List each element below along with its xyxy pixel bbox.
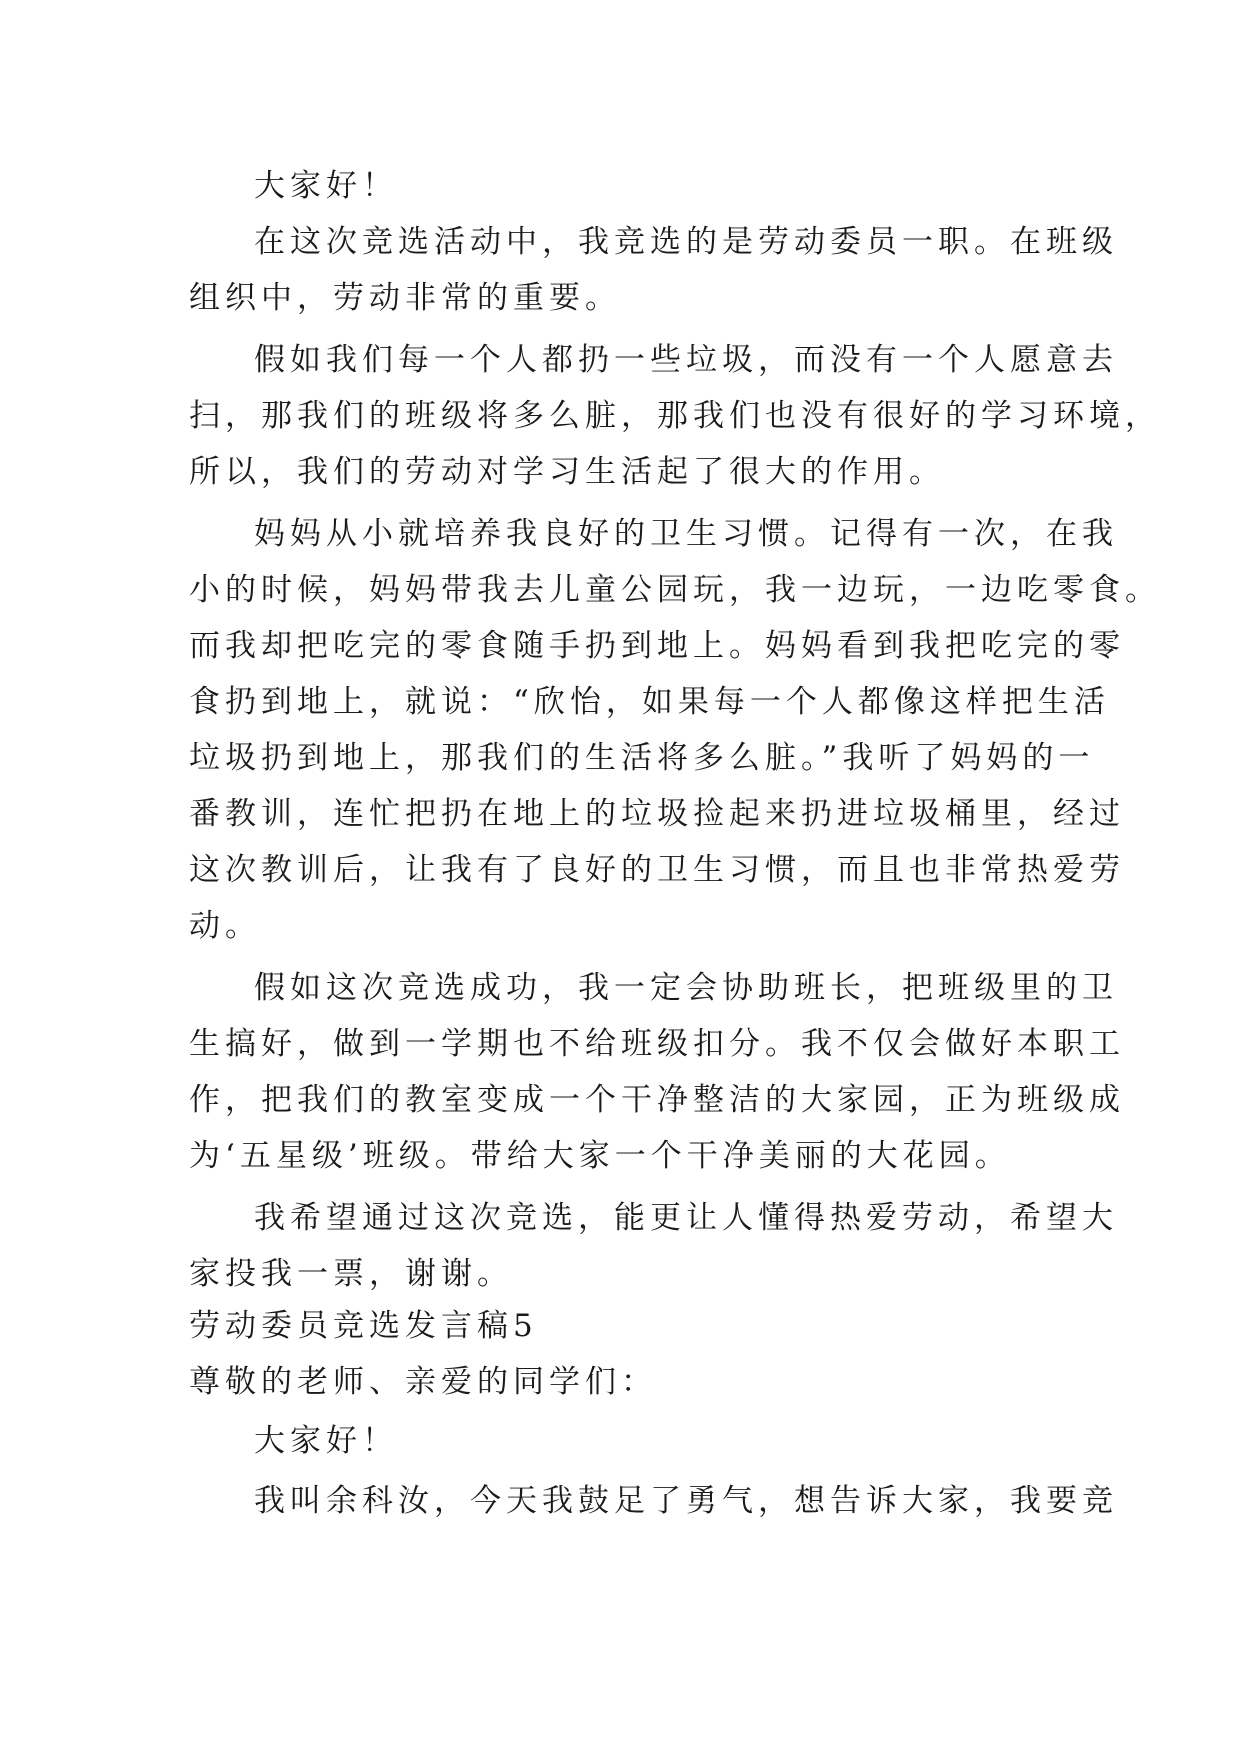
paragraph-line: 动。 bbox=[189, 908, 261, 944]
paragraph-line: 这次教训后，让我有了良好的卫生习惯，而且也非常热爱劳 bbox=[189, 852, 1125, 888]
paragraph-line: 而我却把吃完的零食随手扔到地上。妈妈看到我把吃完的零 bbox=[189, 628, 1125, 664]
paragraph-line: 为‘五星级’班级。带给大家一个干净美丽的大花园。 bbox=[189, 1138, 1011, 1174]
paragraph-line: 组织中，劳动非常的重要。 bbox=[189, 280, 621, 316]
paragraph-line: 所以，我们的劳动对学习生活起了很大的作用。 bbox=[189, 454, 945, 490]
paragraph-line: 食扔到地上，就说：“欣怡，如果每一个人都像这样把生活 bbox=[189, 684, 1110, 720]
paragraph-line: 小的时候，妈妈带我去儿童公园玩，我一边玩，一边吃零食。 bbox=[189, 572, 1161, 608]
section-heading: 劳动委员竞选发言稿5 bbox=[189, 1308, 538, 1344]
paragraph-line: 番教训，连忙把扔在地上的垃圾捡起来扔进垃圾桶里，经过 bbox=[189, 796, 1125, 832]
paragraph-line: 我叫余科汝，今天我鼓足了勇气，想告诉大家，我要竞 bbox=[254, 1483, 1118, 1519]
paragraph-line: 家投我一票，谢谢。 bbox=[189, 1256, 513, 1292]
paragraph-line: 在这次竞选活动中，我竞选的是劳动委员一职。在班级 bbox=[254, 224, 1118, 260]
salutation-line: 尊敬的老师、亲爱的同学们： bbox=[189, 1364, 657, 1400]
paragraph-line: 扫，那我们的班级将多么脏，那我们也没有很好的学习环境， bbox=[189, 398, 1161, 434]
paragraph-line: 妈妈从小就培养我良好的卫生习惯。记得有一次，在我 bbox=[254, 516, 1118, 552]
greeting-line: 大家好！ bbox=[254, 168, 398, 204]
greeting-line: 大家好！ bbox=[254, 1423, 398, 1459]
paragraph-line: 垃圾扔到地上，那我们的生活将多么脏。”我听了妈妈的一 bbox=[189, 740, 1095, 776]
paragraph-line: 生搞好，做到一学期也不给班级扣分。我不仅会做好本职工 bbox=[189, 1026, 1125, 1062]
paragraph-line: 假如我们每一个人都扔一些垃圾，而没有一个人愿意去 bbox=[254, 342, 1118, 378]
paragraph-line: 我希望通过这次竞选，能更让人懂得热爱劳动，希望大 bbox=[254, 1200, 1118, 1236]
paragraph-line: 作，把我们的教室变成一个干净整洁的大家园，正为班级成 bbox=[189, 1082, 1125, 1118]
paragraph-line: 假如这次竞选成功，我一定会协助班长，把班级里的卫 bbox=[254, 970, 1118, 1006]
